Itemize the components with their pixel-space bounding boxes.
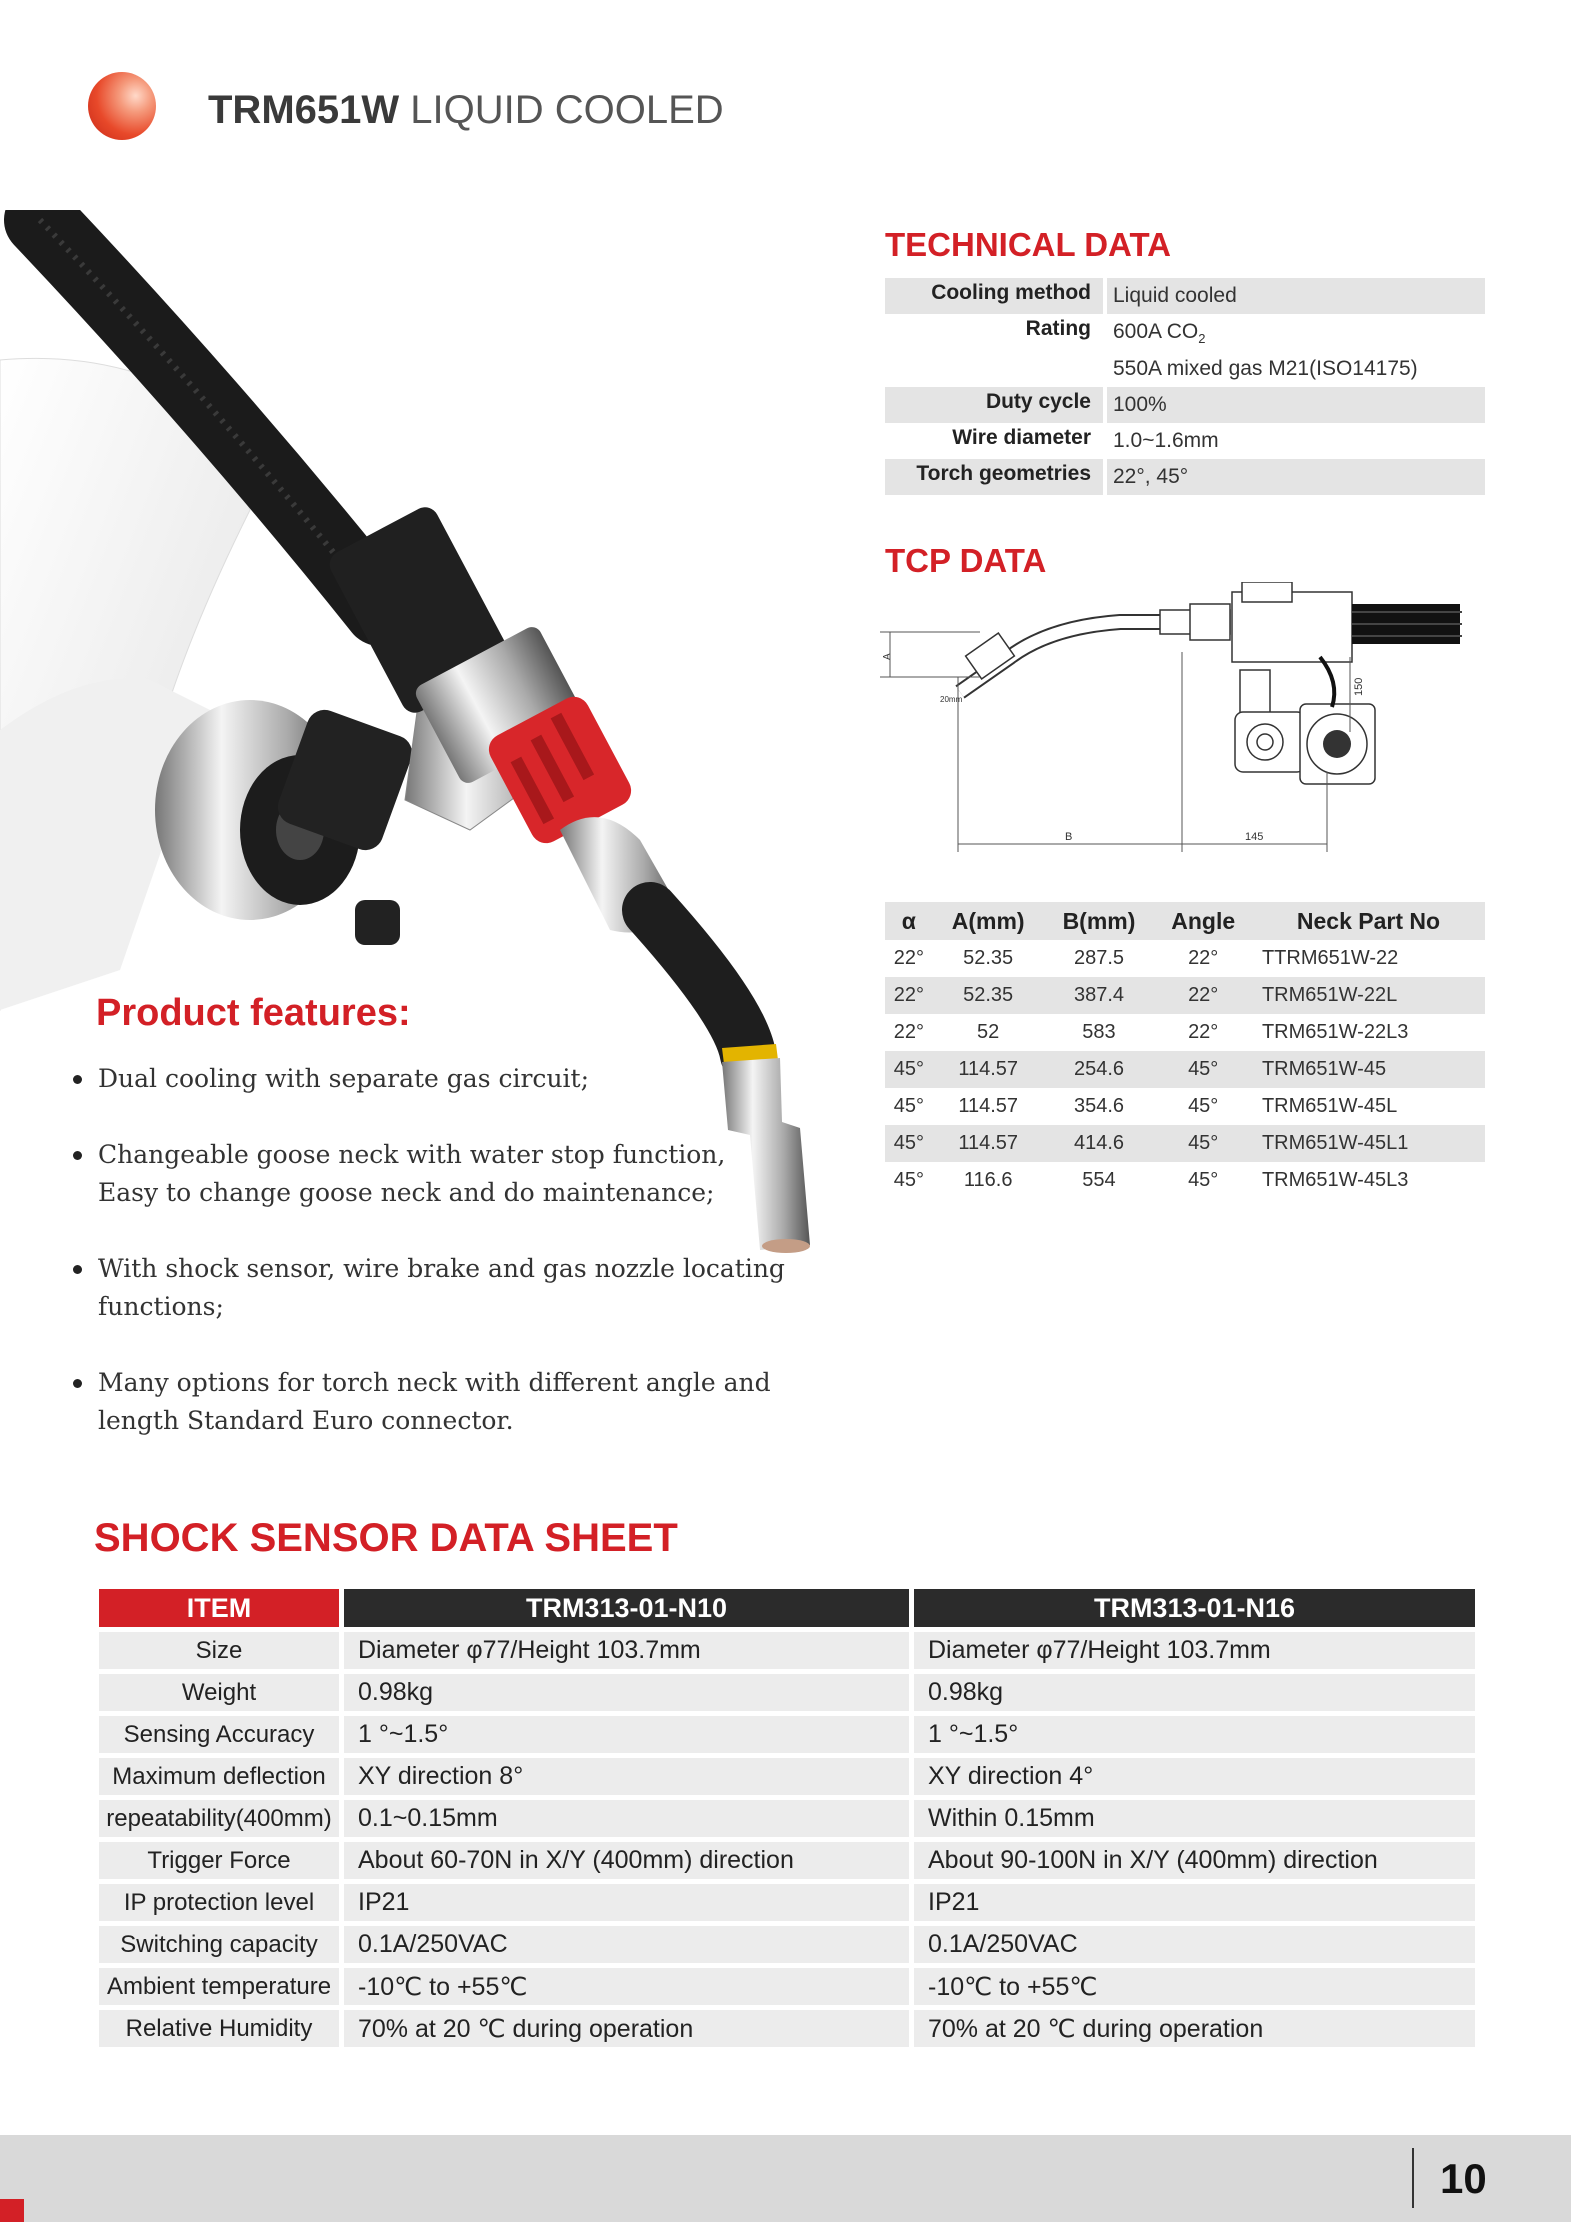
tech-label: Rating: [1025, 317, 1091, 340]
table-row: Size Diameter φ77/Height 103.7mm Diameter φ77/Height 103.7mm: [99, 1632, 1475, 1669]
page-title-subtitle: LIQUID COOLED: [410, 88, 724, 132]
footer-accent-block: [0, 2199, 24, 2222]
tech-label: Torch geometries: [885, 459, 1103, 495]
col-model-n10: TRM313-01-N10: [344, 1589, 909, 1627]
col-angle: Angle: [1154, 902, 1252, 940]
tech-value: 100%: [1107, 387, 1485, 423]
tech-row: [885, 423, 1485, 459]
tech-label: Duty cycle: [885, 387, 1103, 423]
tech-value: Liquid cooled: [1107, 278, 1485, 314]
dim-20mm-label: 20mm: [940, 695, 963, 704]
page-title-model: TRM651W: [208, 88, 400, 132]
table-row: 45° 114.57 354.6 45° TRM651W-45L: [893, 1095, 1398, 1117]
table-row: 22° 52.35 287.5 22° TTRM651W-22: [893, 947, 1399, 969]
footer-divider: [1412, 2148, 1414, 2208]
table-row: Switching capacity 0.1A/250VAC 0.1A/250VAC: [99, 1926, 1475, 1963]
tech-row: [885, 459, 1485, 495]
tech-row: [885, 278, 1485, 314]
technical-data-heading: TECHNICAL DATA: [885, 226, 1171, 263]
dim-b-label: B: [1065, 831, 1073, 843]
table-row: Maximum deflection XY direction 8° XY direction 4°: [99, 1758, 1475, 1795]
col-item: ITEM: [99, 1589, 339, 1627]
table-row: 45° 114.57 414.6 45° TRM651W-45L1: [885, 1125, 1485, 1162]
tcp-table-header: [885, 902, 1485, 940]
list-item: Changeable goose neck with water stop function, Easy to change goose neck and do maintenance;: [70, 1136, 790, 1212]
table-row: repeatability(400mm) 0.1~0.15mm Within 0.15mm: [99, 1800, 1475, 1837]
col-model-n16: TRM313-01-N16: [914, 1589, 1475, 1627]
tcp-data-heading: TCP DATA: [885, 542, 1047, 579]
tech-label: Cooling method: [885, 278, 1103, 314]
table-row: Weight 0.98kg 0.98kg: [99, 1674, 1475, 1711]
tech-value: 22°, 45°: [1107, 459, 1485, 495]
table-row: 45° 116.6 554 45° TRM651W-45L3: [893, 1169, 1409, 1191]
tech-label: Wire diameter: [952, 426, 1091, 450]
table-row: Ambient temperature -10℃ to +55℃ -10℃ to +55℃: [99, 1968, 1475, 2005]
table-row: Sensing Accuracy 1 °~1.5° 1 °~1.5°: [99, 1716, 1475, 1753]
col-b-mm: B(mm): [1044, 902, 1155, 940]
dim-145-label: 145: [1245, 831, 1264, 843]
shock-table-header: [99, 1589, 1475, 1627]
page-number: 10: [1440, 2155, 1487, 2202]
dim-a-label: A: [882, 653, 893, 660]
dim-150-label: 150: [1353, 677, 1365, 696]
product-features-heading: Product features:: [96, 992, 411, 1034]
tech-row: [885, 314, 1485, 387]
list-item: Many options for torch neck with different angle and length Standard Euro connector.: [70, 1364, 790, 1440]
tcp-data-table: [885, 902, 1485, 1199]
col-a-mm: A(mm): [933, 902, 1044, 940]
col-neck-part-no: Neck Part No: [1252, 902, 1485, 940]
tcp-dimension-diagram: [880, 582, 1462, 852]
tech-value: 1.0~1.6mm: [1113, 429, 1219, 453]
product-features-list: [70, 1060, 790, 1478]
col-alpha: α: [885, 902, 933, 940]
table-row: 22° 52.35 387.4 22° TRM651W-22L: [885, 977, 1485, 1014]
table-row: Relative Humidity 70% at 20 ℃ during operation 70% at 20 ℃ during operation: [99, 2010, 1475, 2047]
table-row: IP protection level IP21 IP21: [99, 1884, 1475, 1921]
list-item: With shock sensor, wire brake and gas nozzle locating functions;: [70, 1250, 790, 1326]
table-row: 22° 52 583 22° TRM651W-22L3: [893, 1021, 1409, 1043]
brand-logo-dot: [88, 72, 156, 140]
shock-sensor-heading: SHOCK SENSOR DATA SHEET: [94, 1516, 678, 1560]
technical-data-table: [885, 278, 1485, 495]
page-footer: [0, 2135, 1571, 2222]
table-row: Trigger Force About 60-70N in X/Y (400mm) direction About 90-100N in X/Y (400mm) direction: [99, 1842, 1475, 1879]
table-row: 45° 114.57 254.6 45° TRM651W-45: [885, 1051, 1485, 1088]
page-title: [208, 88, 724, 133]
list-item: Dual cooling with separate gas circuit;: [70, 1060, 790, 1098]
shock-sensor-table: [94, 1584, 1480, 2052]
tech-row: [885, 387, 1485, 423]
tech-value: 600A $CO_2$ 550A mixed gas M21(ISO14175): [1113, 320, 1418, 381]
